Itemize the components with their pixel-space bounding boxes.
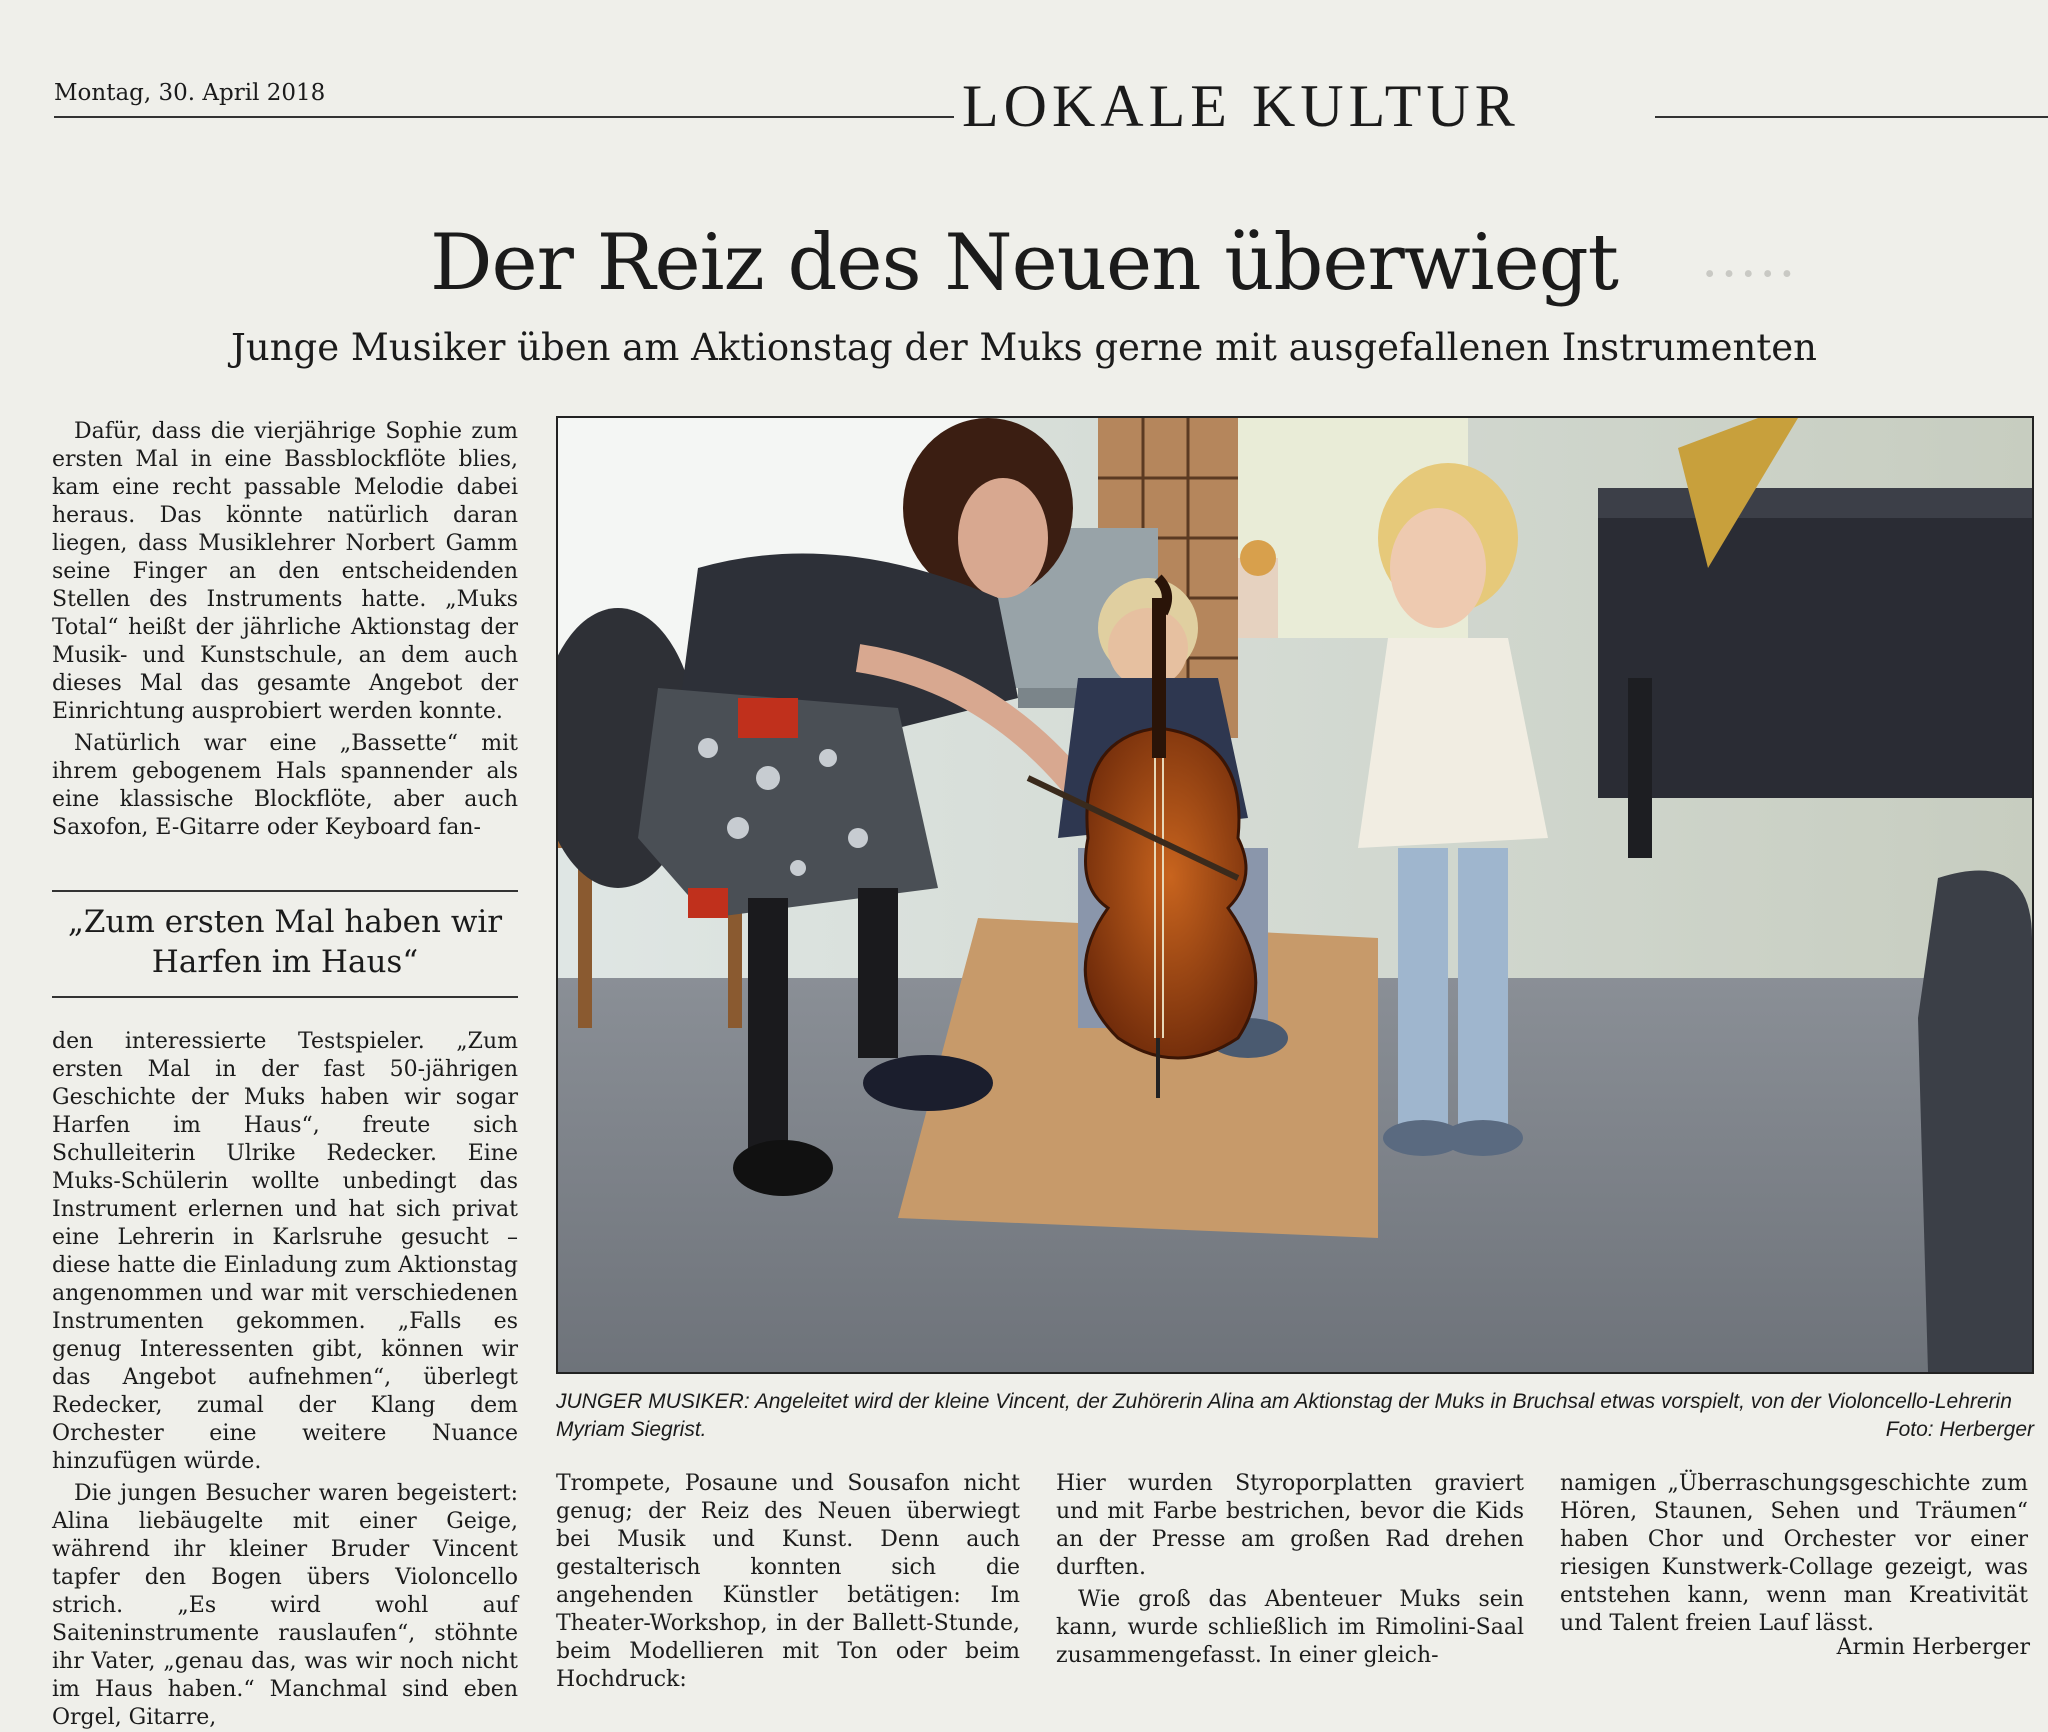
column-3: [1056, 1470, 1524, 1670]
paragraph: den interessierte Testspieler. „Zum ersten Mal in der fast 50-jährigen Geschichte der Muks haben wir sogar Harfen im Haus“, freute sich Schulleiterin Ulrike Redecker. Eine Muks-Schülerin wollte unbedingt das Instrument erlernen und hat sich privat eine Lehrerin in Karlsruhe gesucht – diese hatte die Einladung zum Aktionstag angenommen und war mit verschiedenen Instrumenten gekommen. „Falls es genug Interessenten gibt, können wir das Angebot aufnehmen“, überlegt Redecker, zumal der Klang dem Orchester eine weitere Nuance hinzufügen würde.: [52, 1029, 518, 1474]
paragraph: namigen „Überraschungsgeschichte zum Hören, Staunen, Sehen und Träumen“ haben Chor und Orchester vor einer riesigen Kunstwerk-Collage gezeigt, was entstehen kann, wenn man Kreativität und Talent freien Lauf lässt.: [1560, 1471, 2028, 1636]
paragraph: Natürlich war eine „Bassette“ mit ihrem gebogenem Hals spannender als eine klassische Blockflöte, aber auch Saxofon, E-Gitarre oder Keyboard fan-: [52, 731, 518, 840]
paragraph: Wie groß das Abenteuer Muks sein kann, wurde schließlich im Rimolini-Saal zusammengefasst. In einer gleich-: [1056, 1587, 1524, 1668]
column-2: [556, 1470, 1020, 1694]
paragraph: Trompete, Posaune und Sousafon nicht genug; der Reiz des Neuen überwiegt bei Musik und Kunst. Denn auch gestalterisch konnten sich die angehenden Künstler betätigen: Im Theater-Workshop, in der Ballett-Stunde, beim Modellieren mit Ton oder beim Hochdruck:: [556, 1471, 1020, 1692]
caption-text: Angeleitet wird der kleine Vincent, der Zuhörerin Alina am Aktionstag der Muks in Bruchsal etwas vorspielt, von der Violoncello-Lehrerin Myriam Siegrist.: [556, 1390, 2012, 1441]
cello-lesson-photo: [558, 418, 2032, 1372]
column-4: [1560, 1470, 2028, 1638]
issue-date: Montag, 30. April 2018: [54, 80, 326, 106]
article-photo: [556, 416, 2034, 1374]
paragraph: Die jungen Besucher waren begeistert: Alina liebäugelte mit einer Geige, während ihr kleiner Bruder Vincent tapfer den Bogen übers Violoncello strich. „Es wird wohl auf Saiteninstrumente rauslaufen“, stöhnte ihr Vater, „genau das, was wir noch nicht im Haus haben.“ Manchmal sind eben Orgel, Gitarre,: [52, 1481, 518, 1730]
article-subheadline: Junge Musiker üben am Aktionstag der Muks gerne mit ausgefallenen Instrumenten: [231, 326, 1817, 369]
author-byline: Armin Herberger: [1836, 1635, 2030, 1660]
section-title: LOKALE KULTUR: [962, 73, 1520, 139]
pull-quote-rule-top: [52, 890, 518, 892]
pull-quote-rule-bottom: [52, 996, 518, 998]
photo-caption: [556, 1388, 2034, 1444]
paragraph: Dafür, dass die vierjährige Sophie zum ersten Mal in eine Bassblockflöte blies, kam eine recht passable Melodie dabei heraus. Das könnte natürlich daran liegen, dass Musiklehrer Norbert Gamm seine Finger an den entscheidenden Stellen des Instruments hatte. „Muks Total“ heißt der jährliche Aktionstag der Musik- und Kunstschule, an dem auch dieses Mal das gesamte Angebot der Einrichtung ausprobiert werden konnte.: [52, 419, 518, 724]
article-headline: Der Reiz des Neuen überwiegt: [429, 218, 1618, 308]
bleed-through-text: ·····: [1700, 241, 1797, 306]
pull-quote: „Zum ersten Mal haben wir Harfen im Haus“: [67, 904, 503, 980]
column-1-bottom: [52, 1028, 518, 1732]
paragraph: Hier wurden Styroporplatten graviert und mit Farbe bestrichen, bevor die Kids an der Presse am großen Rad drehen durften.: [1056, 1471, 1524, 1580]
column-1-top: [52, 418, 518, 842]
caption-lead: JUNGER MUSIKER:: [556, 1390, 750, 1413]
header-rule-left: [54, 116, 954, 118]
header-rule-right: [1655, 116, 2048, 118]
photo-credit: Foto: Herberger: [1885, 1418, 2034, 1441]
